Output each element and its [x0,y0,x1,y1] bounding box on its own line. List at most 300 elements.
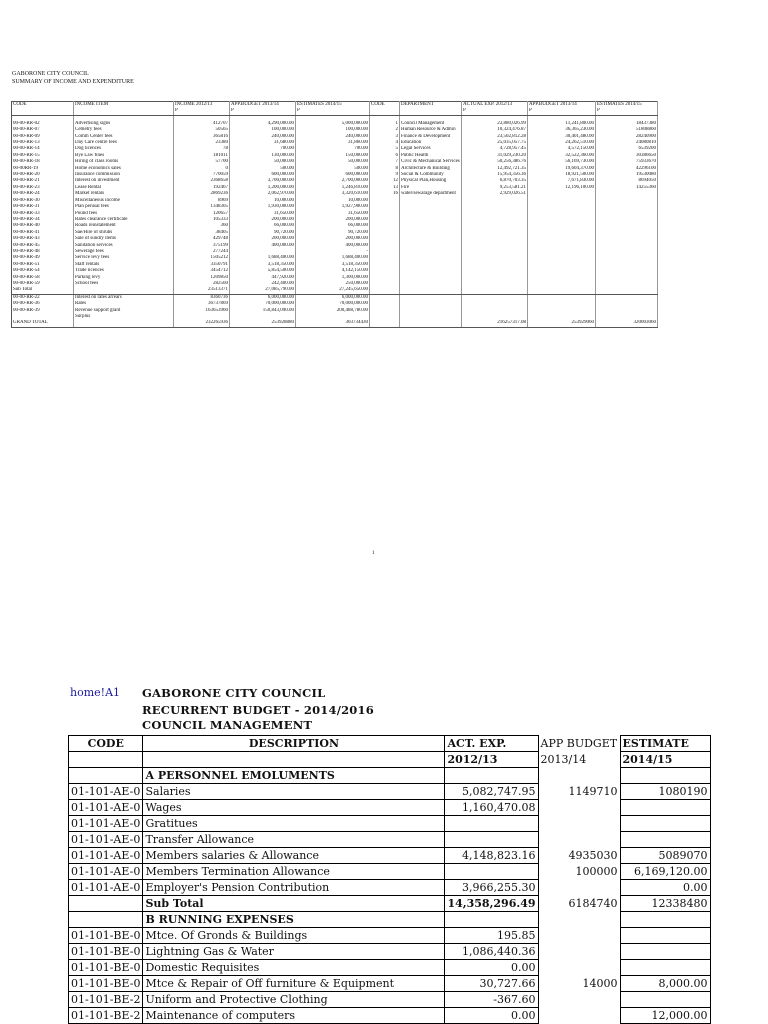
section-b-row [69,912,711,928]
budget-estimate [620,816,710,832]
income-2012: 23380 [174,140,230,146]
income-app-budget: 6,000,000.00 [230,295,296,301]
budget-act-exp: 3,966,255.30 [445,880,538,896]
income-item: Service levy fees [74,255,174,261]
budget-act-exp: 30,727.66 [445,976,538,992]
budget-estimate [620,960,710,976]
budget-act-exp: 0.00 [445,1008,538,1024]
income-app-budget: 150,843,090.00 [230,308,296,314]
budget-code: 01-101-BE-0 [69,944,143,960]
col-dept-code: CODE [370,102,400,109]
budget-description: Lightning Gas & Water [143,944,445,960]
budget-estimate: 8,000.00 [620,976,710,992]
budget-row [69,864,711,880]
col-department: DEPARTMENT [400,102,462,109]
income-app-budget: 3,518,350.00 [230,262,296,268]
income-item: Cemetry fees [74,127,174,133]
income-code: 00-00RR-19 [12,166,74,172]
empty-cell [596,287,658,294]
budget-app-budget [538,800,620,816]
income-code: 00-00-RR-40 [12,223,74,229]
subtotal-label: Sub Total [143,896,445,912]
income-estimate: 3,518,350.00 [296,262,370,268]
income-code: 00-00-RR-07 [12,127,74,133]
income-app-budget: 400,000.00 [230,243,296,249]
income-estimate: 1,300,000.00 [296,275,370,281]
dept-code: 16 [370,191,400,197]
budget-code: 01-101-AE-0 [69,800,143,816]
income-2012: 78 [174,146,230,152]
income-2012: 277244 [174,249,230,255]
income-code: 00-00-RR-14 [12,146,74,152]
income-2012: 120657 [174,211,230,217]
income-code: 00-00-RR-09 [12,134,74,140]
income-code: 00-00-RR-13 [12,140,74,146]
budget-description: Employer's Pension Contribution [143,880,445,896]
dept-estimate: 42296100 [596,166,658,172]
income-item [74,320,174,327]
income-item: Pound fees [74,211,174,217]
col-app-budget: APP.BUDGET 2013/14 [230,102,296,109]
income-estimate: 6,000,000.00 [296,295,370,301]
budget-estimate [620,992,710,1008]
income-2012: 1348305 [174,204,230,210]
income-code: 00-00-RR-30 [12,198,74,204]
budget-col-act-exp: ACT. EXP. [445,736,538,752]
budget-act-exp [445,864,538,880]
dept-estimate: 6539200 [596,146,658,152]
budget-app-budget [538,944,620,960]
income-item: Advertising signs [74,121,174,127]
dept-app-budget: 30,401,480.00 [528,134,596,140]
income-2012: 232265936 [174,320,230,327]
income-estimate: 303734430 [296,320,370,327]
income-code: 00-00-RR-41 [12,230,74,236]
budget-row [69,880,711,896]
budget-row [69,800,711,816]
income-item: Surplus [74,314,174,320]
col-dept-estimates: ESTIMATES 2014/15 [596,102,658,109]
dept-estimate: 24080810 [596,140,658,146]
income-estimate: 700.00 [296,146,370,152]
dept-actual-exp: 31,029,230.20 [462,153,528,159]
dept-total-actual: 216257317.08 [462,320,528,327]
income-code: 00-00-RR-02 [12,121,74,127]
income-code: 00-00-RR-34 [12,217,74,223]
budget-row [69,784,711,800]
income-2012: 181011 [174,153,230,159]
budget-row [69,928,711,944]
income-code: 00-00-RR-31 [12,204,74,210]
income-2012: 38405 [174,230,230,236]
income-estimate: 50,000.00 [296,159,370,165]
summary-title: SUMMARY OF INCOME AND EXPENDITURE [12,79,134,85]
income-item: Sale of sundry items [74,236,174,242]
empty-cell [462,287,528,294]
income-estimate: 150,000.00 [296,153,370,159]
dept-code: 3 [370,134,400,140]
summary-org: GABORONE CITY COUNCIL [12,71,89,77]
dept-code: 4 [370,140,400,146]
income-2012: 192467 [174,185,230,191]
budget-act-year: 2012/13 [445,752,538,768]
budget-estimate: 5089070 [620,848,710,864]
budget-description: Gratitues [143,816,445,832]
dept-actual-exp: 50,256,386.76 [462,159,528,165]
budget-app-budget [538,912,620,928]
dept-actual-exp: 2,929,026.51 [462,191,528,197]
dept-code: 1 [370,121,400,127]
income-code: 00-00-RR-39 [12,308,74,314]
income-estimate: 90,720.00 [296,230,370,236]
currency-mark: P [528,108,596,115]
income-item: Hiring of class rooms [74,159,174,165]
budget-code: 01-101-AE-0 [69,784,143,800]
dept-name: Fire [400,185,462,191]
budget-app-budget: 14000 [582,977,618,990]
income-app-budget: 1,200,000.00 [230,185,296,191]
income-estimate: 3,320,610.00 [296,191,370,197]
budget-act-exp: 0.00 [445,960,538,976]
income-2012: 770059 [174,172,230,178]
income-2012: 105333 [174,217,230,223]
income-2012: 3350791 [174,262,230,268]
budget-est-year: 2014/15 [620,752,710,768]
dept-code [370,320,400,327]
dept-name: Civic & Mechanical Services [401,159,460,165]
dept-name: Council Management [400,121,462,127]
budget-col-estimate: ESTIMATE [620,736,710,752]
budget-estimate [620,944,710,960]
income-estimate: 2,700,000.00 [296,178,370,184]
income-estimate: 10,000.00 [296,198,370,204]
income-code: 00-00-RR-22 [12,295,74,301]
income-app-budget: 31,650.00 [230,211,296,217]
income-code: 00-00-RR-48 [12,249,74,255]
budget-app-budget: 100000 [575,865,618,878]
summary-header-row [12,102,658,109]
dept-code: 8 [370,166,400,172]
income-app-budget: 600,000.00 [230,172,296,178]
income-item: Parking levy [74,275,174,281]
dept-name: Public Health [400,153,462,159]
income-code: 00-00-RR-33 [12,211,74,217]
subtotal-estimate: 12338480 [620,896,710,912]
income-app-budget: 130,000.00 [230,153,296,159]
income-code: GRAND TOTAL [12,320,74,327]
income-app-budget: 50,000.00 [230,159,296,165]
income-app-budget: 500.00 [230,166,296,172]
budget-app-year: 2013/14 [540,753,587,766]
dept-actual-exp: 10,324,476.87 [462,127,528,133]
income-estimate: 250,000.00 [296,281,370,287]
income-item: Plan perusal fees [74,204,174,210]
currency-mark: P [174,108,230,115]
dept-name: Architecture & Building [400,166,462,172]
summary-row [12,320,658,327]
income-estimate: 5,000,000.00 [296,121,370,127]
budget-estimate [620,800,710,816]
budget-col-code: CODE [69,736,143,752]
dept-name: Legal Services [400,146,462,152]
budget-app-budget [538,992,620,1008]
income-item: Trade licences [74,268,174,274]
income-estimate: 31,860.00 [296,140,370,146]
dept-estimate: 14255360 [596,185,658,191]
income-estimate: 4,142,150.00 [296,268,370,274]
income-code: 00-00-RR-36 [12,301,74,307]
budget-app-budget [538,880,620,896]
budget-description: Uniform and Protective Clothing [143,992,445,1008]
budget-act-exp [445,832,538,848]
budget-code: 01-101-AE-0 [69,864,143,880]
income-estimate: 1,688,400.00 [296,255,370,261]
dept-name: Education [400,140,462,146]
currency-mark: P [596,108,658,115]
budget-app-budget [538,1008,620,1024]
dept-code: 2 [370,127,400,133]
income-2012: 2368658 [174,178,230,184]
dept-actual-exp: 23,502,812.28 [462,134,528,140]
budget-title: RECURRENT BUDGET - 2014/2016 [142,703,374,717]
income-2012: 2869236 [174,191,230,197]
budget-app-budget [538,928,620,944]
budget-act-exp: 195.85 [445,928,538,944]
income-app-budget: 70,000,000.00 [230,301,296,307]
budget-row [69,976,711,992]
dept-app-budget: 11,241,800.00 [528,121,596,127]
budget-act-exp: 5,082,747.95 [445,784,538,800]
section-b-title: B RUNNING EXPENSES [143,912,445,928]
income-2012: 57700 [174,159,230,165]
dept-estimate: 19530080 [596,172,658,178]
dept-code: 13 [370,185,400,191]
dept-actual-exp: 6,870,703.35 [462,178,528,184]
budget-code: 01-101-BE-0 [69,928,143,944]
budget-code: 01-101-AE-0 [69,816,143,832]
dept-app-budget: 4,572,150.00 [528,146,596,152]
budget-row [69,816,711,832]
budget-estimate [620,832,710,848]
budget-app-budget: 4935030 [568,849,618,862]
income-2012: 36737869 [174,301,230,307]
budget-app-budget [538,816,620,832]
income-2012: 3454712 [174,268,230,274]
income-2012: 8969 [174,198,230,204]
budget-header-row [69,736,711,752]
col-actual-exp: ACTUAL EXP. 2012/13 [462,102,528,109]
income-estimate: 200,488,780.00 [296,308,370,314]
dept-app-budget: 24,262,510.00 [528,140,596,146]
income-estimate: 240,000.00 [296,134,370,140]
income-item: Lease Rental [74,185,174,191]
budget-description: Wages [143,800,445,816]
dept-code: 12 [370,178,400,184]
income-estimate: 1,246,810.00 [296,185,370,191]
income-2012: 23513371 [174,287,230,294]
income-estimate: 100,000.00 [296,127,370,133]
income-app-budget: 200,000.00 [230,236,296,242]
budget-org-title: GABORONE CITY COUNCIL [142,686,326,700]
income-2012: 365816 [174,134,230,140]
dept-name: water/sewarage department [400,191,462,197]
income-item: Bye Law fines [74,153,174,159]
income-app-budget: 31,680.00 [230,140,296,146]
budget-code: 01-101-AE-0 [69,832,143,848]
col-income-item: INCOME ITEM [74,102,174,109]
budget-col-app-budget: APP BUDGET [540,737,618,750]
dept-name [400,320,462,327]
income-app-budget: 3,700,000.00 [230,178,296,184]
dept-estimate: 51808860 [596,127,658,133]
budget-app-budget [538,960,620,976]
income-2012: 375199 [174,243,230,249]
col-estimates: ESTIMATES 2014/15 [296,102,370,109]
income-estimate: 400,000.00 [296,243,370,249]
section-a-title: A PERSONNEL EMOLUMENTS [143,768,445,784]
budget-code: 01-101-BE-0 [69,976,143,992]
income-2012: 412707 [174,121,230,127]
summary-currency-row [12,108,658,115]
col-income-2012: INCOME 2012/13 [174,102,230,109]
dept-name: Human Resource & Admin [400,127,462,133]
budget-description: Mtce. Of Gronds & Buildings [143,928,445,944]
budget-code: 01-101-AE-0 [69,848,143,864]
col-dept-app-budget: APP.BUDGET 2013/14 [528,102,596,109]
budget-estimate: 0.00 [620,880,710,896]
currency-mark: P [230,108,296,115]
dept-app-budget: 56,169,730.00 [528,159,596,165]
income-app-budget: 253928880 [230,320,296,327]
income-estimate: 66,000.00 [296,223,370,229]
income-estimate: 200,000.00 [296,217,370,223]
budget-description: Salaries [143,784,445,800]
income-item: Interest on investment [74,178,174,184]
income-item: School fees [74,281,174,287]
income-app-budget: 90,720.00 [230,230,296,236]
income-item: Dog licences [74,146,174,152]
income-item: Staff rentals [74,262,174,268]
income-code: 00-00-RR-15 [12,153,74,159]
income-item: Insurance commission [74,172,174,178]
empty-cell [528,287,596,294]
income-app-budget: 242,400.00 [230,281,296,287]
income-2012: 0 [174,166,230,172]
income-item [74,287,174,294]
income-code: 00-00-RR-23 [12,185,74,191]
income-item: Market rentals [74,191,174,197]
sheet-reference-link[interactable]: home!A1 [70,686,121,699]
budget-app-budget [538,832,620,848]
budget-row [69,992,711,1008]
dept-estimate: 30386650 [596,153,658,159]
income-estimate: 27,245,650.00 [296,287,370,294]
dept-code: 5 [370,146,400,152]
dept-total-app-budget: 253929060 [528,320,596,327]
dept-app-budget: 19,604,370.00 [528,166,596,172]
income-item: Revenue support grant [74,308,174,314]
income-2012: 50565 [174,127,230,133]
income-item: Miscellaneous income [74,198,174,204]
income-item: Interest on rates arrears [74,295,174,301]
income-code: 00-00-RR-43 [12,236,74,242]
budget-description: Transfer Allowance [143,832,445,848]
col-code: CODE [12,102,74,109]
income-code: 00-00-RR-24 [12,191,74,197]
dept-app-budget: 36,365,230.00 [528,127,596,133]
budget-description: Domestic Requisites [143,960,445,976]
income-app-budget: 700.00 [230,146,296,152]
page-number: 1 [372,551,375,556]
budget-estimate [620,928,710,944]
budget-code [69,896,143,912]
income-2012: 282560 [174,281,230,287]
budget-description: Mtce & Repair of Off furniture & Equipment [143,976,445,992]
income-2012: 163653960 [174,308,230,314]
summary-table [11,101,658,328]
income-app-budget: 240,000.00 [230,134,296,140]
income-code: 00-00-RR-45 [12,243,74,249]
currency-mark: P [462,108,528,115]
budget-department: COUNCIL MANAGEMENT [142,718,313,732]
budget-col-description: DESCRIPTION [143,736,445,752]
income-estimate: 31,650.00 [296,211,370,217]
subtotal-act-exp: 14,358,296.49 [445,896,538,912]
budget-description: Members salaries & Allowance [143,848,445,864]
budget-code: 01-101-BE-2 [69,992,143,1008]
budget-estimate: 12,000.00 [620,1008,710,1024]
dept-total-estimate: 320003060 [596,320,658,327]
dept-code: 6 [370,153,400,159]
budget-code: 01-101-BE-0 [69,960,143,976]
budget-act-exp: 1,160,470.08 [445,800,538,816]
income-code: 00-00-RR-49 [12,255,74,261]
income-code: 00-00-RR-20 [12,172,74,178]
income-item: Sae/Hire of shrubs [74,230,174,236]
income-estimate: 200,000.00 [296,236,370,242]
income-app-budget: 100,000.00 [230,127,296,133]
income-estimate: - [296,249,370,255]
income-app-budget: 1,930,000.00 [230,204,296,210]
income-code: 00-00-RR-59 [12,281,74,287]
budget-estimate [620,912,710,928]
income-item: Comm Center fees [74,134,174,140]
income-code: 00-00-RR-58 [12,275,74,281]
income-app-budget: 2,062,970.00 [230,191,296,197]
income-estimate: 70,000,000.00 [296,301,370,307]
income-app-budget: 5,854,500.00 [230,268,296,274]
dept-app-budget: 18,921,500.00 [528,172,596,178]
dept-app-budget: 7,671,830.00 [528,178,596,184]
income-app-budget: 66,000.00 [230,223,296,229]
dept-actual-exp: 23,880,026.99 [462,121,528,127]
income-item: Rates [74,301,174,307]
budget-table [68,735,711,1024]
budget-row [69,960,711,976]
income-estimate: 500.00 [296,166,370,172]
dept-actual-exp: 12,492,721.35 [462,166,528,172]
income-code: Sub Total [12,287,74,294]
income-item: Roads reinstatement [74,223,174,229]
dept-actual-exp: 9,253,581.21 [462,185,528,191]
budget-row [69,944,711,960]
budget-act-exp [445,912,538,928]
budget-row [69,832,711,848]
dept-name: Physical Plan,Housing [400,178,462,184]
dept-estimate: 18437380 [596,121,658,127]
dept-code: 7 [370,159,400,165]
dept-estimate: 75933670 [596,159,658,165]
